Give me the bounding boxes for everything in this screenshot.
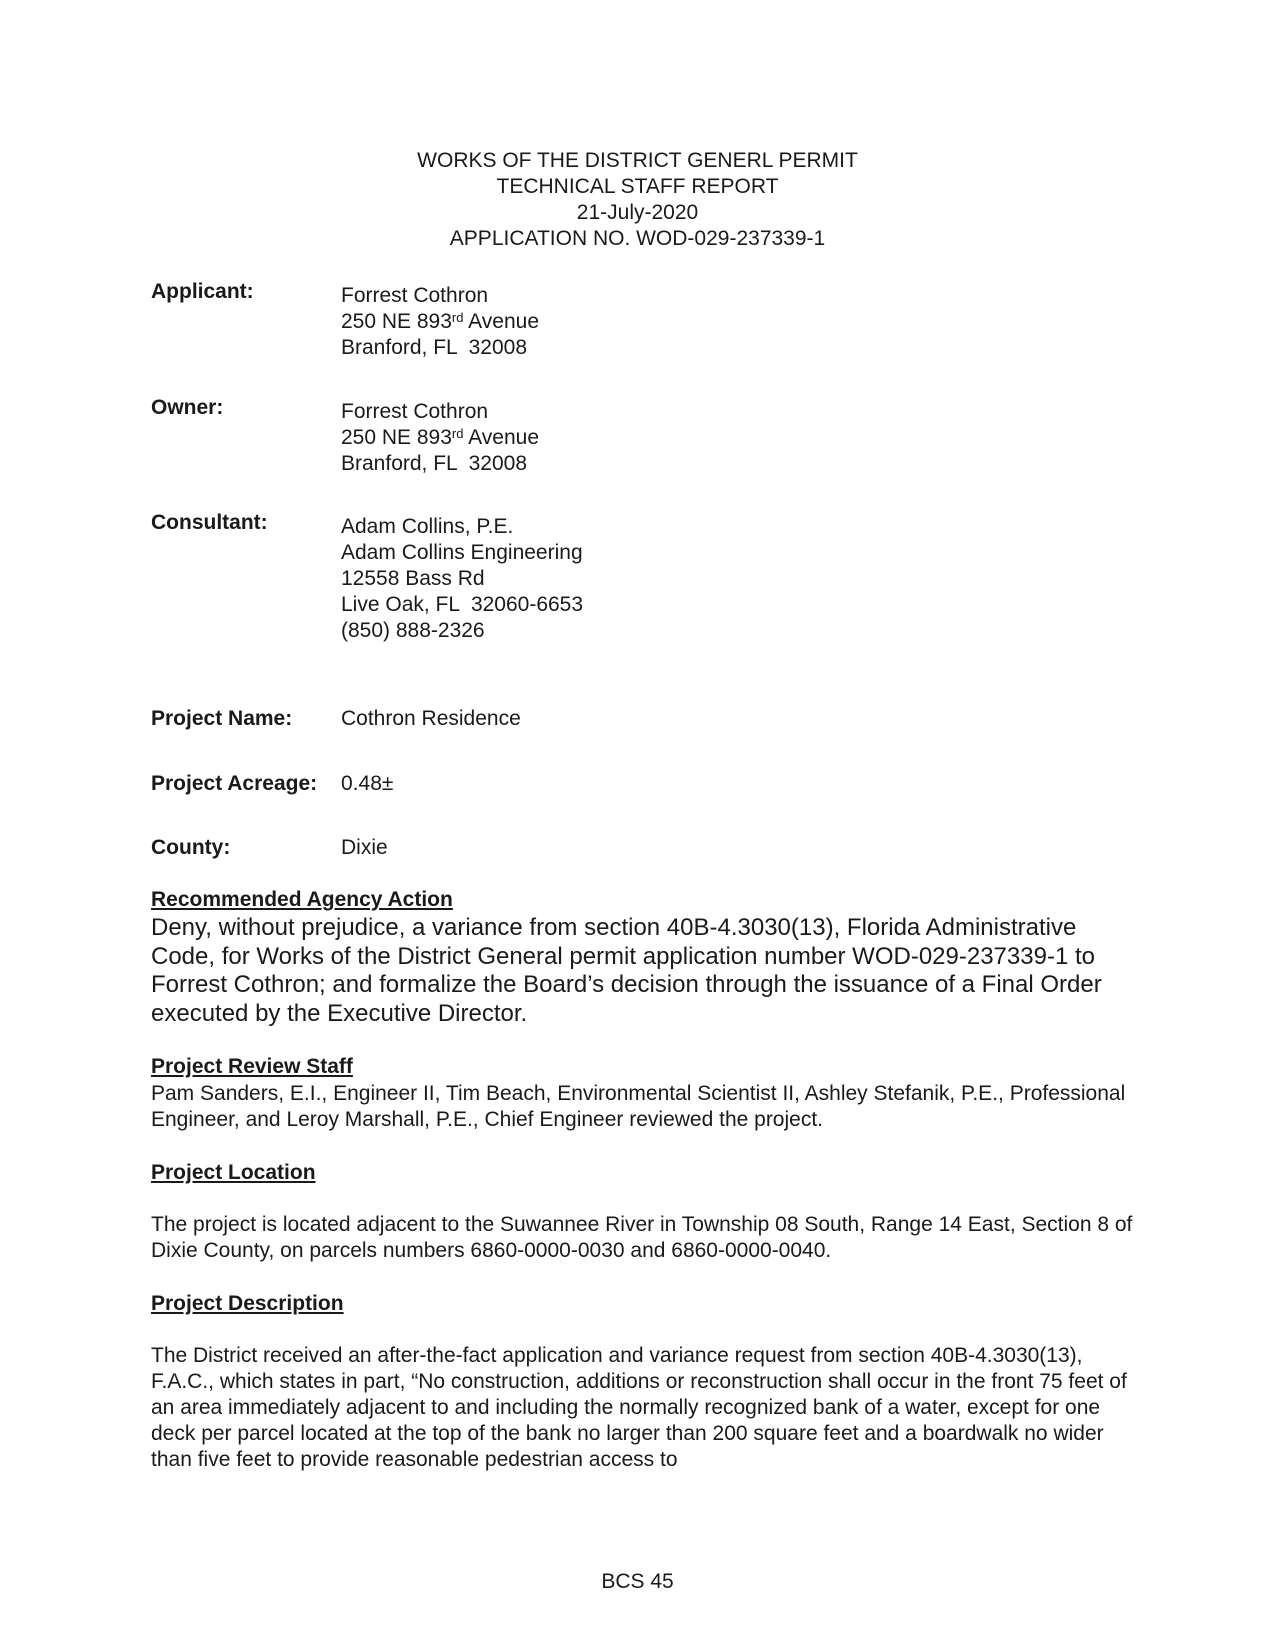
project-name-label: Project Name: <box>151 707 293 730</box>
location-text: The project is located adjacent to the Suwannee River in Township 08 South, Range 14 East, Section 8 of Dixie County, on parcels numbers 6860-0000-0030 and 6860-0000-0040. <box>151 1213 1133 1262</box>
applicant-label: Applicant: <box>151 280 254 303</box>
applicant-name: Forrest Cothron <box>341 284 489 307</box>
description-title: Project Description <box>151 1292 344 1315</box>
applicant-street: 250 NE 893rd Avenue <box>341 310 540 333</box>
owner-name: Forrest Cothron <box>341 400 489 423</box>
project-name-value: Cothron Residence <box>341 707 521 730</box>
consultant-phone: (850) 888-2326 <box>341 619 485 642</box>
header-report-title: TECHNICAL STAFF REPORT <box>496 175 779 198</box>
recommended-action-text: Deny, without prejudice, a variance from section 40B-4.3030(13), Florida Administrative Code, for Works of the District General permit application number WOD-029-237339-1 to Forrest Cothron; and formalize the Board’s decision through the issuance of a Final Order executed by the Executive Director. <box>151 914 1102 1027</box>
consultant-label: Consultant: <box>151 511 268 534</box>
consultant-name: Adam Collins, P.E. <box>341 515 514 538</box>
location-title: Project Location <box>151 1161 316 1184</box>
owner-value <box>341 399 539 477</box>
consultant-value <box>341 514 583 644</box>
review-staff-title: Project Review Staff <box>151 1055 353 1078</box>
header-permit-title: WORKS OF THE DISTRICT GENERL PERMIT <box>417 149 858 172</box>
county-value: Dixie <box>341 836 388 859</box>
project-acreage-value: 0.48± <box>341 772 394 795</box>
report-header <box>0 148 1275 252</box>
consultant-street: 12558 Bass Rd <box>341 567 485 590</box>
applicant-city: Branford, FL 32008 <box>341 336 528 359</box>
consultant-city: Live Oak, FL 32060-6653 <box>341 593 584 616</box>
county-label: County: <box>151 836 231 859</box>
project-acreage-label: Project Acreage: <box>151 772 318 795</box>
owner-street: 250 NE 893rd Avenue <box>341 426 540 449</box>
description-text: The District received an after-the-fact application and variance request from section 40B-4.3030(13), F.A.C., which states in part, “No construction, additions or reconstruction shall occur in the front 75 feet of an area immediately adjacent to and including the normally recognized bank of a water, except for one deck per parcel located at the top of the bank no larger than 200 square feet and a boardwalk no wider than five feet to provide reasonable pedestrian access to <box>151 1344 1127 1471</box>
owner-city: Branford, FL 32008 <box>341 452 528 475</box>
consultant-company: Adam Collins Engineering <box>341 541 583 564</box>
page-number: BCS 45 <box>601 1570 674 1593</box>
applicant-value <box>341 283 539 361</box>
header-application-number: APPLICATION NO. WOD-029-237339-1 <box>449 227 826 250</box>
header-date: 21-July-2020 <box>576 201 699 224</box>
recommended-action-title: Recommended Agency Action <box>151 888 453 911</box>
review-staff-text: Pam Sanders, E.I., Engineer II, Tim Beach, Environmental Scientist II, Ashley Stefanik, P.E., Professional Engineer, and Leroy Marshall, P.E., Chief Engineer reviewed the project. <box>151 1082 1126 1131</box>
owner-label: Owner: <box>151 396 224 419</box>
